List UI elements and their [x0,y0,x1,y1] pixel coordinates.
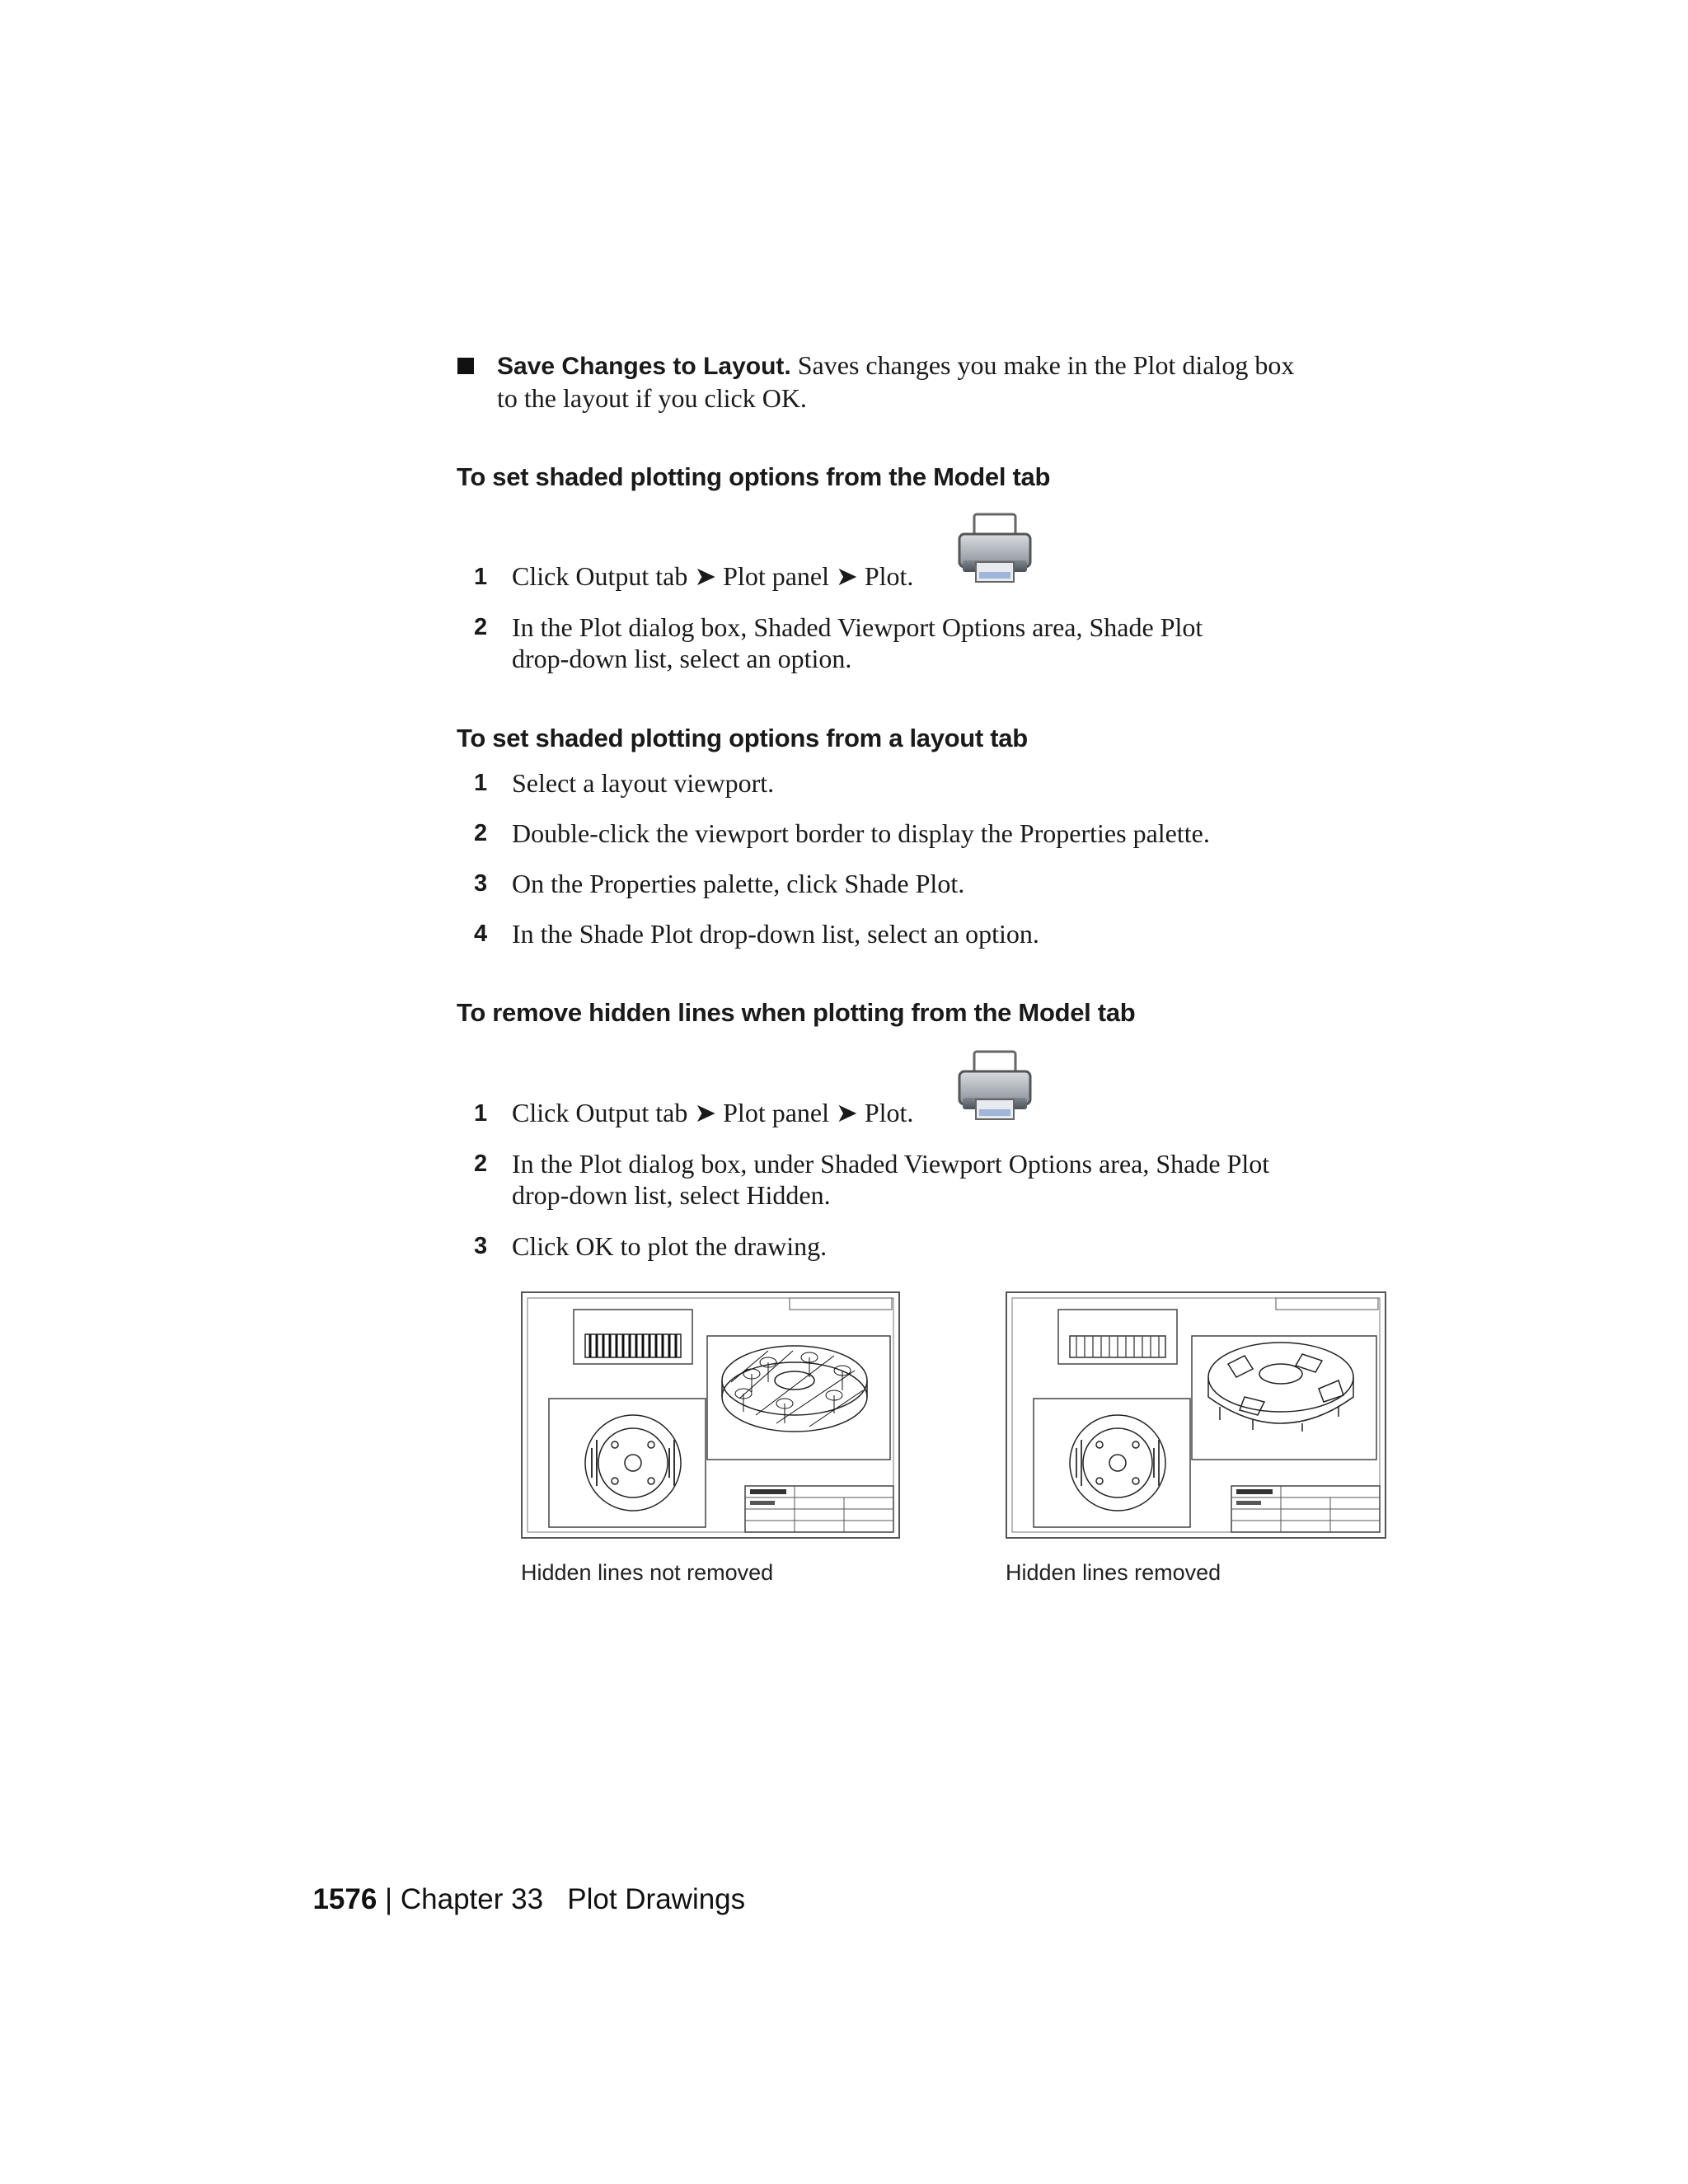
bullet-text-line2: to the layout if you click OK. [497,383,807,413]
bullet-term: Save Changes to Layout. [497,353,791,380]
section3-step2-line1: In the Plot dialog box, under Shaded Viewport Options area, Shade Plot [512,1149,1270,1179]
figure1-caption: Hidden lines not removed [521,1560,774,1585]
section3-step2-text [512,1148,1269,1211]
footer-chapter: Chapter 33 [400,1883,544,1915]
section2-step2-number: 2 [474,820,488,846]
drawing-sheet-hidden-lines-not-removed [521,1291,900,1539]
footer-title: Plot Drawings [567,1883,746,1915]
section1-step1-text: Click Output tab ➤ Plot panel ➤ Plot. [512,561,914,591]
section3-step2-line2: drop-down list, select Hidden. [512,1180,831,1210]
section2-step1-text: Select a layout viewport. [512,768,775,798]
section2-step2-text: Double-click the viewport border to display the Properties palette. [512,818,1210,848]
bullet-marker [457,358,474,374]
section3-step3-number: 3 [474,1233,488,1259]
section2-step4-text: In the Shade Plot drop-down list, select an option. [512,919,1039,949]
drawing-sheet-hidden-lines-removed [1006,1291,1386,1539]
section3-step3-text: Click OK to plot the drawing. [512,1231,828,1261]
bullet-text-line1: Saves changes you make in the Plot dialog box [790,350,1295,380]
section3-heading: To remove hidden lines when plotting from the Model tab [457,998,1136,1027]
section2-step3-text: On the Properties palette, click Shade Plot. [512,869,965,898]
section1-step2-text [512,612,1203,674]
printer-icon [956,511,1034,585]
footer-separator: | [377,1883,401,1915]
figure2-caption: Hidden lines removed [1006,1560,1221,1585]
section3-step2-number: 2 [474,1151,488,1177]
section2-heading: To set shaded plotting options from a layout tab [457,724,1028,752]
section1-step2-line1: In the Plot dialog box, Shaded Viewport Options area, Shade Plot [512,612,1203,642]
section1-step2-number: 2 [474,614,488,640]
bullet-save-changes [497,349,1404,414]
section2-step4-number: 4 [474,921,488,947]
section1-step1-number: 1 [474,564,488,590]
page-number: 1576 [312,1883,377,1915]
printer-icon [956,1048,1034,1122]
section3-step1-text: Click Output tab ➤ Plot panel ➤ Plot. [512,1098,914,1127]
page-footer [297,1850,745,1916]
section1-heading: To set shaded plotting options from the Model tab [457,462,1051,491]
section3-step1-number: 1 [474,1100,488,1127]
section2-step1-number: 1 [474,770,488,796]
section2-step3-number: 3 [474,870,488,897]
section1-step2-line2: drop-down list, select an option. [512,644,852,673]
